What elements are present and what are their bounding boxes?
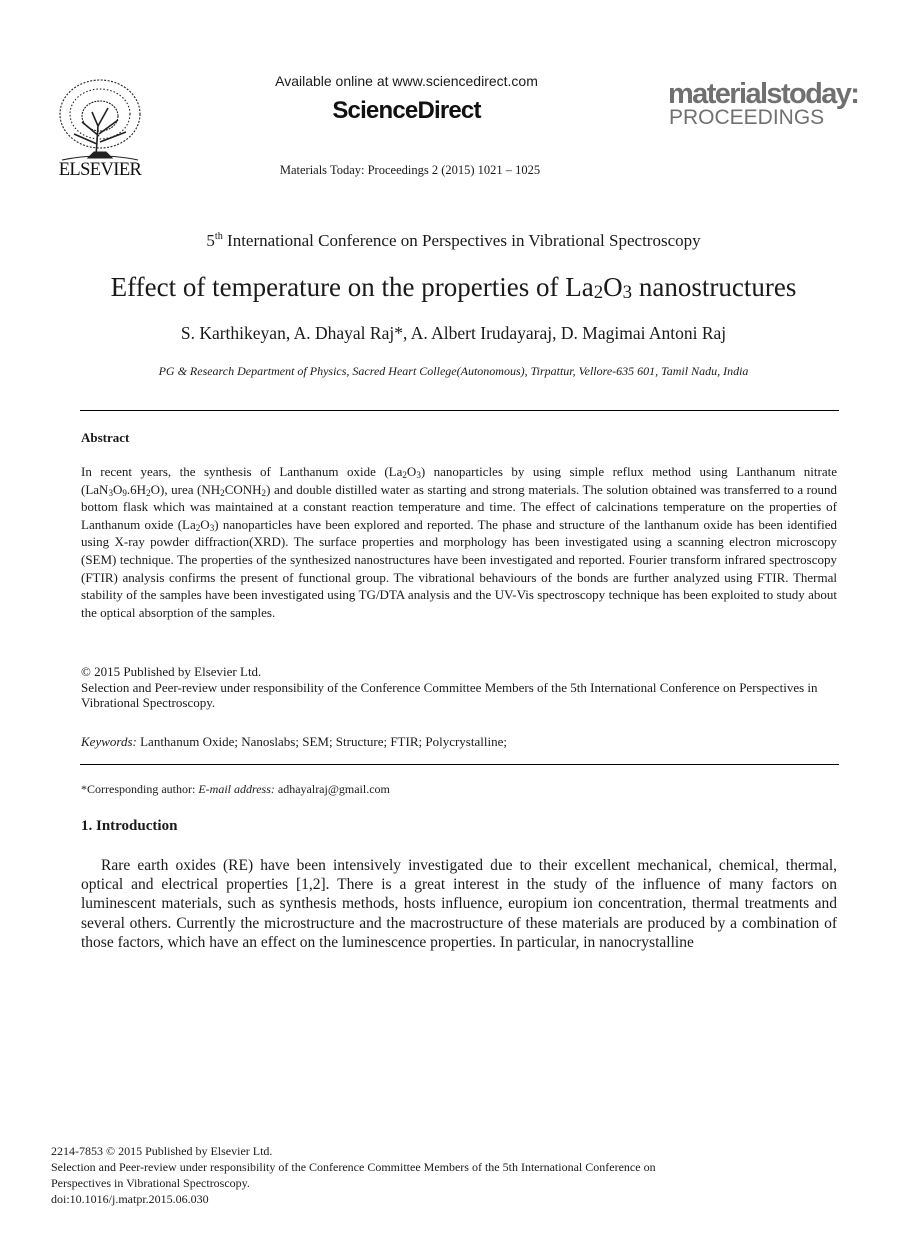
corresponding-author: *Corresponding author: E-mail address: adhayalraj@gmail.com bbox=[81, 782, 390, 796]
abstract-text: In recent years, the synthesis of Lanthanum oxide $(La_2O_3)$ nanoparticles by using simple reflux method using Lanthanum nitrate $(LaN_3O_9.6H_2O)$, urea $(NH_2CONH_2)$ and double distilled water as starting and strong materials. The solution obtained was transferred to a round bottom flask which was maintained at a constant reaction temperature and time. The effect of calcinations temperature on the properties of Lanthanum oxide $(La_2O_3)$ nanoparticles have been explored and reported. The phase and structure of the lanthanum oxide has been identified using X-ray powder diffraction(XRD). The surface properties and morphology has been investigated using a scanning electron microscopy (SEM) technique. The properties of the synthesized nanostructures have been investigated and reported. Fourier transform infrared spectroscopy (FTIR) analysis confirms the present of functional group. The vibrational behaviours of the bonds are further analyzed using FTIR. Thermal stability of the samples have been investigated using TG/DTA analysis and the UV-Vis spectroscopy technique has been exploited to study about the optical absorption of the samples. bbox=[81, 464, 837, 620]
introduction-text: Rare earth oxides (RE) have been intensively investigated due to their excellent mechanical, chemical, thermal, optical and electrical properties [1,2]. There is a great interest in the study of the influence of many factors on luminescent materials, such as synthesis methods, hosts influence, europium ion concentration, thermal treatments and several others. Currently the microstructure and the macrostructure of these materials are produced by a combination of those factors, which have an effect on the luminescence properties. In particular, in nanocrystalline bbox=[81, 857, 837, 951]
logo-wordmark: ELSEVIER bbox=[58, 160, 142, 178]
sciencedirect-wordmark: ScienceDirect bbox=[332, 97, 481, 124]
divider bbox=[80, 764, 839, 765]
keywords-list: Lanthanum Oxide; Nanoslabs; SEM; Structure; FTIR; Polycrystalline; bbox=[136, 734, 507, 749]
copyright-line: © 2015 Published by Elsevier Ltd. bbox=[81, 664, 262, 679]
journal-reference: Materials Today: Proceedings 2 (2015) 1021 – 1025 bbox=[279, 163, 541, 177]
conference-name: 5th International Conference on Perspectives in Vibrational Spectroscopy bbox=[206, 231, 701, 250]
keywords-label: Keywords: bbox=[81, 734, 137, 749]
paper-title: Effect of temperature on the properties of $La_2O_3$ nanostructures bbox=[110, 272, 797, 303]
section-heading-introduction: 1. Introduction bbox=[81, 818, 178, 834]
tree-icon bbox=[60, 80, 140, 160]
affiliation: PG & Research Department of Physics, Sacred Heart College(Autonomous), Tirpattur, Vellore-635 601, Tamil Nadu, India bbox=[158, 364, 749, 378]
author-email[interactable]: adhayalraj@gmail.com bbox=[274, 782, 390, 796]
journal-logo-line1: materialstoday: bbox=[668, 78, 859, 110]
authors: S. Karthikeyan, A. Dhayal Raj*, A. Albert Irudayaraj, D. Magimai Antoni Raj bbox=[180, 323, 727, 343]
copyright-notice bbox=[81, 664, 837, 711]
available-online: Available online at www.sciencedirect.com bbox=[275, 73, 538, 89]
divider bbox=[80, 410, 839, 411]
abstract-heading: Abstract bbox=[81, 430, 130, 445]
footer-peer-review-cont: Perspectives in Vibrational Spectroscopy. bbox=[51, 1176, 250, 1190]
footer-issn: 2214-7853 © 2015 Published by Elsevier Ltd. bbox=[51, 1144, 273, 1158]
footer bbox=[51, 1143, 751, 1207]
materials-today-logo bbox=[668, 80, 858, 128]
footer-doi[interactable]: doi:10.1016/j.matpr.2015.06.030 bbox=[51, 1192, 209, 1206]
elsevier-logo bbox=[52, 74, 148, 178]
keywords bbox=[81, 733, 837, 751]
footer-peer-review: Selection and Peer-review under responsibility of the Conference Committee Members of the 5th International Conference on bbox=[51, 1160, 656, 1174]
journal-logo-line2: PROCEEDINGS bbox=[669, 106, 825, 129]
peer-review-statement: Selection and Peer-review under responsibility of the Conference Committee Members of the 5th International Conference on Perspectives in Vibrational Spectroscopy. bbox=[81, 679, 818, 710]
